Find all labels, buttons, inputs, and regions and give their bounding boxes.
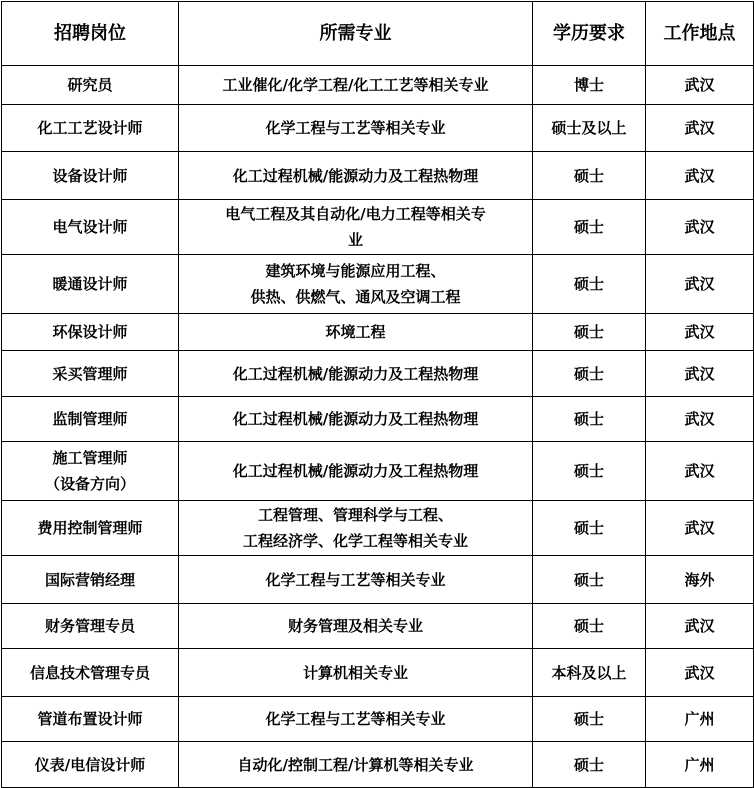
cell-education bbox=[533, 649, 646, 697]
cell-location bbox=[646, 255, 754, 314]
cell-education bbox=[533, 314, 646, 351]
education-text: 硕士 bbox=[573, 755, 604, 774]
position-text: 暖通设计师 bbox=[52, 275, 128, 293]
table-row bbox=[2, 442, 754, 501]
table-row bbox=[2, 152, 754, 200]
table-row bbox=[2, 556, 754, 604]
position-text: 设备设计师 bbox=[52, 166, 128, 185]
cell-major bbox=[179, 742, 533, 788]
education-text: 硕士 bbox=[573, 462, 604, 480]
cell-location bbox=[646, 442, 754, 501]
cell-position bbox=[2, 314, 179, 351]
cell-position bbox=[2, 152, 179, 200]
location-text: 武汉 bbox=[684, 519, 715, 537]
table-row bbox=[2, 604, 754, 649]
education-text: 硕士 bbox=[573, 519, 604, 537]
major-text: 化学工程与工艺等相关专业 bbox=[265, 570, 446, 589]
cell-education bbox=[533, 501, 646, 556]
education-text: 博士 bbox=[573, 76, 604, 94]
education-text: 本科及以上 bbox=[551, 663, 627, 682]
cell-major bbox=[179, 200, 533, 255]
major-text: 环境工程 bbox=[325, 323, 386, 341]
education-text: 硕士及以上 bbox=[551, 119, 627, 137]
major-text: 化学工程与工艺等相关专业 bbox=[265, 710, 446, 728]
location-text: 广州 bbox=[684, 710, 715, 728]
cell-position bbox=[2, 649, 179, 697]
header-location: 工作地点 bbox=[646, 2, 754, 66]
location-text: 武汉 bbox=[684, 166, 715, 185]
cell-education bbox=[533, 397, 646, 442]
education-text: 硕士 bbox=[573, 570, 604, 589]
major-text-line-2: 业 bbox=[347, 231, 363, 249]
location-text: 武汉 bbox=[684, 119, 715, 137]
cell-education bbox=[533, 200, 646, 255]
education-text: 硕士 bbox=[573, 275, 604, 293]
cell-major bbox=[179, 556, 533, 604]
cell-location bbox=[646, 697, 754, 742]
major-text: 化学工程与工艺等相关专业 bbox=[265, 119, 446, 137]
position-text-line-2: （设备方向） bbox=[44, 475, 135, 493]
cell-location bbox=[646, 397, 754, 442]
position-text: 财务管理专员 bbox=[44, 617, 135, 635]
table-row bbox=[2, 501, 754, 556]
major-text: 计算机相关专业 bbox=[302, 663, 408, 682]
major-text: 化工过程机械/能源动力及工程热物理 bbox=[232, 410, 479, 428]
cell-major bbox=[179, 604, 533, 649]
location-text: 武汉 bbox=[684, 275, 715, 293]
location-text: 武汉 bbox=[684, 410, 715, 428]
table-row bbox=[2, 742, 754, 788]
cell-position bbox=[2, 351, 179, 397]
header-position: 招聘岗位 bbox=[2, 2, 179, 66]
major-text: 化工过程机械/能源动力及工程热物理 bbox=[232, 462, 479, 480]
position-text: 信息技术管理专员 bbox=[29, 663, 150, 682]
major-text: 化工过程机械/能源动力及工程热物理 bbox=[232, 364, 479, 383]
cell-position bbox=[2, 742, 179, 788]
cell-location bbox=[646, 501, 754, 556]
cell-major bbox=[179, 442, 533, 501]
table-row bbox=[2, 697, 754, 742]
table-row bbox=[2, 649, 754, 697]
table-row bbox=[2, 397, 754, 442]
location-text: 武汉 bbox=[684, 663, 715, 682]
table-row bbox=[2, 351, 754, 397]
major-text-line-1: 建筑环境与能源应用工程、 bbox=[265, 262, 446, 280]
cell-education bbox=[533, 66, 646, 105]
major-text: 工业催化/化学工程/化工工艺等相关专业 bbox=[222, 76, 489, 94]
cell-position bbox=[2, 105, 179, 152]
cell-position bbox=[2, 556, 179, 604]
cell-major bbox=[179, 66, 533, 105]
header-education: 学历要求 bbox=[533, 2, 646, 66]
position-text: 监制管理师 bbox=[52, 410, 128, 428]
major-text: 财务管理及相关专业 bbox=[287, 617, 423, 635]
position-text: 费用控制管理师 bbox=[37, 519, 143, 537]
cell-location bbox=[646, 742, 754, 788]
header-major: 所需专业 bbox=[179, 2, 533, 66]
cell-position bbox=[2, 697, 179, 742]
cell-education bbox=[533, 255, 646, 314]
location-text: 武汉 bbox=[684, 364, 715, 383]
cell-major bbox=[179, 105, 533, 152]
education-text: 硕士 bbox=[573, 166, 604, 185]
location-text: 武汉 bbox=[684, 462, 715, 480]
position-text: 研究员 bbox=[67, 76, 113, 94]
cell-education bbox=[533, 742, 646, 788]
cell-major bbox=[179, 314, 533, 351]
education-text: 硕士 bbox=[573, 710, 604, 728]
position-text-line-1: 施工管理师 bbox=[52, 449, 128, 467]
cell-education bbox=[533, 105, 646, 152]
cell-location bbox=[646, 314, 754, 351]
cell-major bbox=[179, 397, 533, 442]
major-text-line-1: 电气工程及其自动化/电力工程等相关专 bbox=[225, 205, 486, 223]
position-text: 管道布置设计师 bbox=[37, 710, 143, 728]
cell-education bbox=[533, 697, 646, 742]
major-text-line-2: 供热、供燃气、通风及空调工程 bbox=[250, 288, 461, 306]
major-text: 化工过程机械/能源动力及工程热物理 bbox=[232, 166, 479, 185]
table-row bbox=[2, 314, 754, 351]
major-text: 自动化/控制工程/计算机等相关专业 bbox=[237, 755, 474, 774]
location-text: 广州 bbox=[684, 755, 715, 774]
cell-position bbox=[2, 442, 179, 501]
cell-major bbox=[179, 501, 533, 556]
cell-position bbox=[2, 200, 179, 255]
position-text: 环保设计师 bbox=[52, 323, 128, 341]
education-text: 硕士 bbox=[573, 218, 604, 236]
table-row bbox=[2, 105, 754, 152]
cell-major bbox=[179, 649, 533, 697]
education-text: 硕士 bbox=[573, 323, 604, 341]
cell-education bbox=[533, 351, 646, 397]
cell-location bbox=[646, 152, 754, 200]
table-row bbox=[2, 66, 754, 105]
location-text: 武汉 bbox=[684, 76, 715, 94]
cell-location bbox=[646, 649, 754, 697]
position-text: 国际营销经理 bbox=[44, 570, 135, 589]
header-row bbox=[2, 2, 754, 66]
position-text: 电气设计师 bbox=[52, 218, 128, 236]
cell-location bbox=[646, 105, 754, 152]
cell-education bbox=[533, 442, 646, 501]
major-text-line-1: 工程管理、管理科学与工程、 bbox=[257, 506, 453, 524]
cell-position bbox=[2, 397, 179, 442]
cell-major bbox=[179, 152, 533, 200]
major-text-line-2: 工程经济学、化学工程等相关专业 bbox=[242, 532, 468, 550]
position-text: 仪表/电信设计师 bbox=[34, 755, 146, 774]
cell-education bbox=[533, 556, 646, 604]
cell-education bbox=[533, 152, 646, 200]
education-text: 硕士 bbox=[573, 364, 604, 383]
education-text: 硕士 bbox=[573, 617, 604, 635]
education-text: 硕士 bbox=[573, 410, 604, 428]
cell-location bbox=[646, 66, 754, 105]
position-text: 化工工艺设计师 bbox=[37, 119, 143, 137]
location-text: 海外 bbox=[684, 570, 715, 589]
cell-position bbox=[2, 604, 179, 649]
cell-major bbox=[179, 351, 533, 397]
recruitment-table bbox=[1, 1, 754, 788]
cell-major bbox=[179, 697, 533, 742]
cell-position bbox=[2, 255, 179, 314]
cell-education bbox=[533, 604, 646, 649]
cell-major bbox=[179, 255, 533, 314]
cell-location bbox=[646, 556, 754, 604]
cell-location bbox=[646, 604, 754, 649]
table-row bbox=[2, 255, 754, 314]
cell-location bbox=[646, 200, 754, 255]
cell-location bbox=[646, 351, 754, 397]
location-text: 武汉 bbox=[684, 323, 715, 341]
cell-position bbox=[2, 501, 179, 556]
location-text: 武汉 bbox=[684, 218, 715, 236]
table-row bbox=[2, 200, 754, 255]
location-text: 武汉 bbox=[684, 617, 715, 635]
cell-position bbox=[2, 66, 179, 105]
position-text: 采买管理师 bbox=[52, 364, 128, 383]
